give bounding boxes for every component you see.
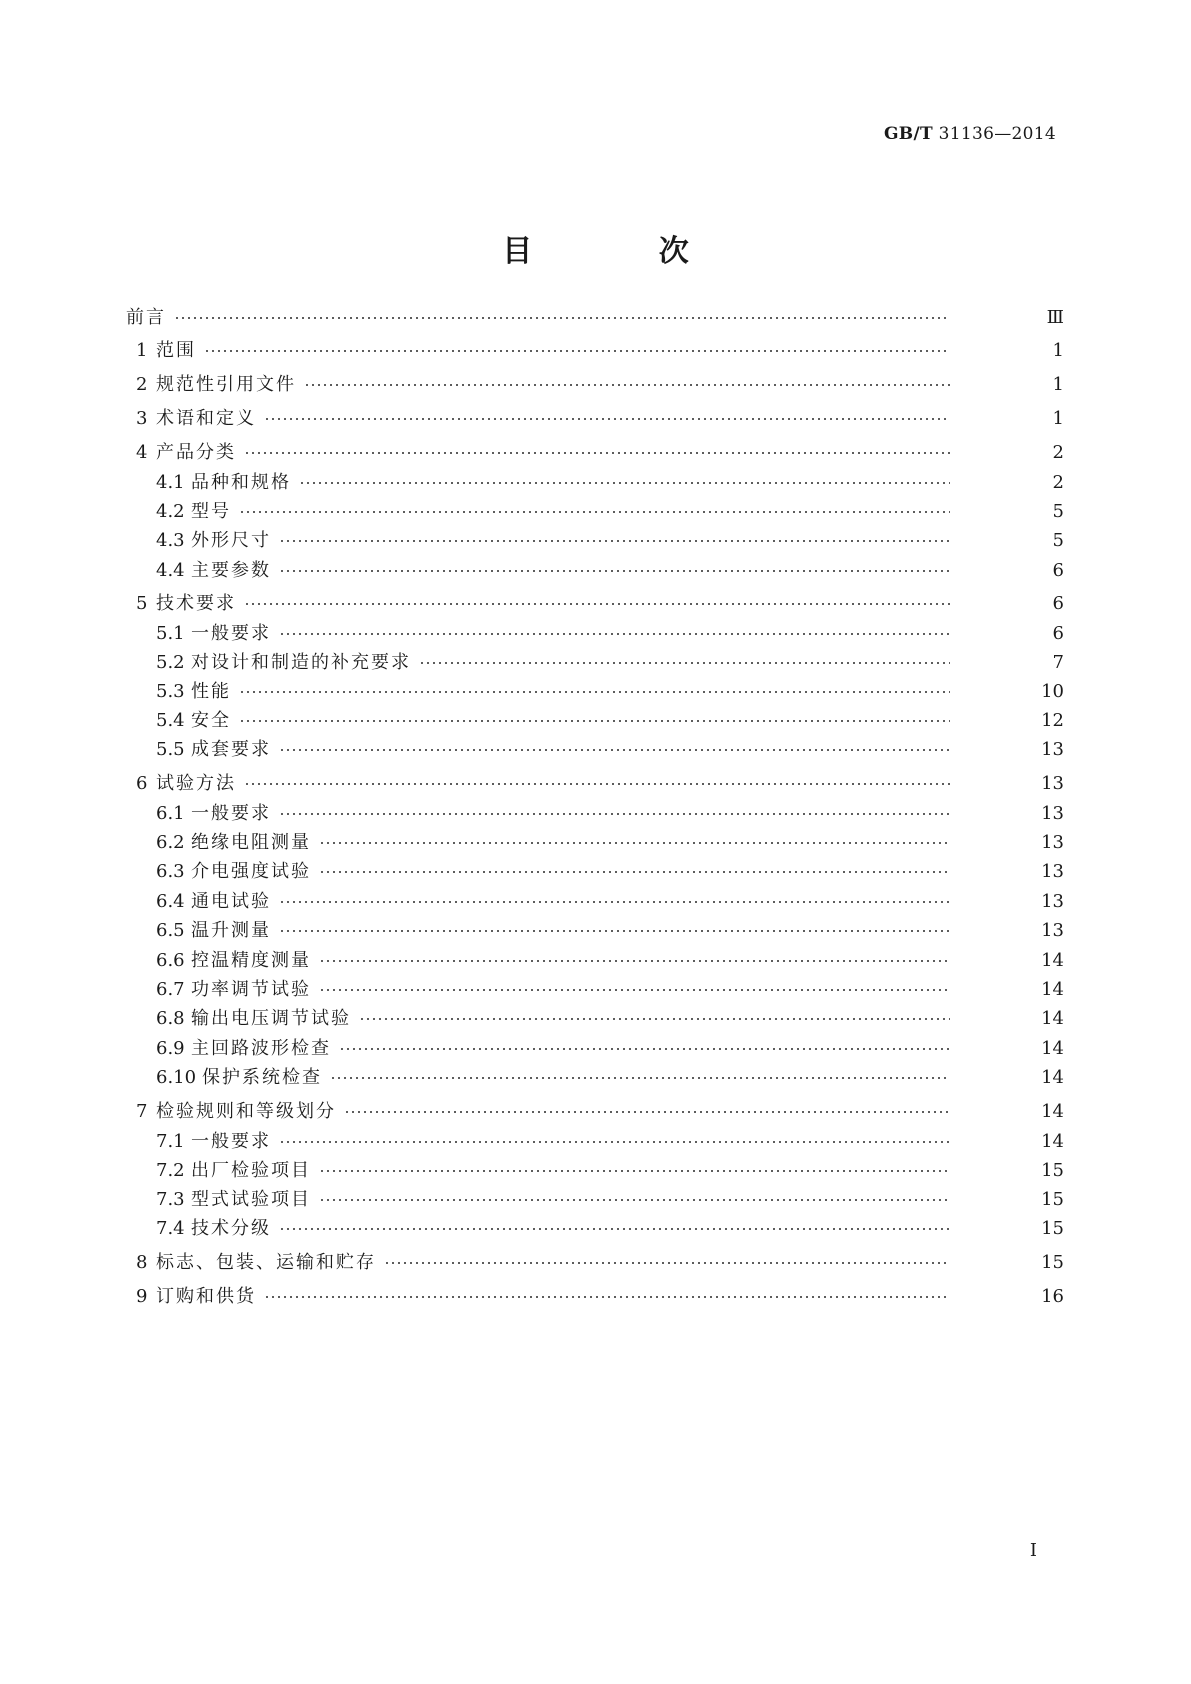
- toc-entry-page: 14: [1041, 1101, 1064, 1122]
- toc-entry-page: 14: [1041, 950, 1064, 971]
- toc-entry[interactable]: [0, 305, 1191, 331]
- toc-entry-number: 4.2: [156, 501, 185, 522]
- toc-entry-label: 成套要求: [191, 739, 271, 760]
- toc-entry-page: 15: [1041, 1189, 1064, 1210]
- toc-entry-number: 1: [136, 340, 148, 361]
- toc-leader-dots: [299, 482, 950, 484]
- document-code-prefix: GB/T: [883, 124, 933, 144]
- toc-entry-number: 2: [136, 374, 148, 395]
- toc-entry-label: 外形尺寸: [191, 530, 271, 551]
- page-title: 目 次: [502, 234, 747, 269]
- toc-entry[interactable]: [0, 372, 1191, 398]
- toc-entry-label: 控温精度测量: [191, 950, 311, 971]
- toc-entry-number: 6: [136, 773, 148, 794]
- toc-entry-page: 6: [1052, 560, 1064, 581]
- toc-entry-page: 5: [1052, 530, 1064, 551]
- toc-entry-label: 术语和定义: [156, 408, 256, 429]
- toc-leader-dots: [264, 418, 950, 420]
- toc-leader-dots: [330, 1077, 950, 1079]
- toc-leader-dots: [319, 989, 950, 991]
- toc-leader-dots: [239, 511, 950, 513]
- toc-entry-label: 型式试验项目: [191, 1189, 311, 1210]
- toc-entry-page: 15: [1041, 1218, 1064, 1239]
- toc-entry-page: 6: [1052, 593, 1064, 614]
- toc-entry[interactable]: [0, 1036, 1191, 1062]
- toc-entry-label: 一般要求: [191, 623, 271, 644]
- toc-leader-dots: [244, 783, 950, 785]
- toc-entry-label: 检验规则和等级划分: [156, 1101, 336, 1122]
- toc-entry-page: 14: [1041, 1038, 1064, 1059]
- toc-entry[interactable]: [0, 1158, 1191, 1184]
- toc-leader-dots: [264, 1296, 950, 1298]
- toc-entry-number: 4.1: [156, 472, 185, 493]
- toc-entry-number: 8: [136, 1252, 148, 1273]
- toc-entry-number: 4: [136, 442, 148, 463]
- toc-entry-page: 13: [1041, 832, 1064, 853]
- toc-entry[interactable]: [0, 1065, 1191, 1091]
- toc-entry[interactable]: [0, 1006, 1191, 1032]
- toc-entry-page: 5: [1052, 501, 1064, 522]
- toc-entry-number: 7.4: [156, 1218, 185, 1239]
- toc-leader-dots: [384, 1262, 950, 1264]
- toc-entry-number: 7.2: [156, 1160, 185, 1181]
- toc-entry-page: 7: [1052, 652, 1064, 673]
- toc-entry-number: 5.3: [156, 681, 185, 702]
- toc-entry-label: 主要参数: [191, 560, 271, 581]
- toc-entry-page: 13: [1041, 739, 1064, 760]
- toc-entry-label: 产品分类: [156, 442, 236, 463]
- toc-entry[interactable]: [0, 470, 1191, 496]
- toc-entry-page: 2: [1052, 472, 1064, 493]
- toc-entry-label: 订购和供货: [156, 1286, 256, 1307]
- toc-entry-page: 14: [1041, 1067, 1064, 1088]
- toc-entry-label: 输出电压调节试验: [191, 1008, 351, 1029]
- toc-entry-page: 12: [1041, 710, 1064, 731]
- toc-entry-label: 一般要求: [191, 803, 271, 824]
- toc-entry[interactable]: [0, 621, 1191, 647]
- toc-entry-label: 绝缘电阻测量: [191, 832, 311, 853]
- toc-leader-dots: [319, 1170, 950, 1172]
- toc-entry-page: 1: [1052, 374, 1064, 395]
- toc-leader-dots: [319, 871, 950, 873]
- toc-entry[interactable]: [0, 830, 1191, 856]
- toc-entry-label: 出厂检验项目: [191, 1160, 311, 1181]
- toc-entry-number: 6.10: [156, 1067, 197, 1088]
- toc-entry[interactable]: [0, 1129, 1191, 1155]
- toc-entry-label: 性能: [191, 681, 231, 702]
- toc-entry[interactable]: [0, 650, 1191, 676]
- toc-entry-label: 保护系统检查: [202, 1067, 322, 1088]
- toc-leader-dots: [239, 691, 950, 693]
- toc-leader-dots: [279, 540, 950, 542]
- toc-leader-dots: [279, 570, 950, 572]
- toc-entry[interactable]: [0, 889, 1191, 915]
- toc-entry[interactable]: [0, 528, 1191, 554]
- toc-entry-page: 1: [1052, 408, 1064, 429]
- toc-entry-label: 范围: [156, 340, 196, 361]
- toc-entry[interactable]: [0, 440, 1191, 466]
- toc-entry-page: 16: [1041, 1286, 1064, 1307]
- toc-entry-page: 14: [1041, 979, 1064, 1000]
- toc-entry-page: 13: [1041, 773, 1064, 794]
- toc-entry[interactable]: [0, 679, 1191, 705]
- toc-entry-label: 技术分级: [191, 1218, 271, 1239]
- toc-entry[interactable]: [0, 948, 1191, 974]
- toc-entry-number: 4.3: [156, 530, 185, 551]
- toc-leader-dots: [319, 1199, 950, 1201]
- toc-entry-number: 6.8: [156, 1008, 185, 1029]
- toc-entry-page: 13: [1041, 920, 1064, 941]
- toc-entry-label: 温升测量: [191, 920, 271, 941]
- toc-entry-label: 品种和规格: [191, 472, 291, 493]
- toc-entry-number: 6.1: [156, 803, 185, 824]
- toc-leader-dots: [304, 384, 950, 386]
- toc-entry-label: 前言: [126, 307, 166, 328]
- toc-leader-dots: [279, 749, 950, 751]
- page-number: I: [1029, 1540, 1037, 1561]
- toc-entry[interactable]: [0, 859, 1191, 885]
- toc-entry-number: 7.1: [156, 1131, 185, 1152]
- toc-entry-label: 型号: [191, 501, 231, 522]
- toc-entry-number: 7: [136, 1101, 148, 1122]
- toc-leader-dots: [319, 842, 950, 844]
- toc-entry-label: 技术要求: [156, 593, 236, 614]
- toc-entry-number: 6.7: [156, 979, 185, 1000]
- toc-entry-label: 规范性引用文件: [156, 374, 296, 395]
- toc-leader-dots: [279, 1141, 950, 1143]
- toc-leader-dots: [244, 452, 950, 454]
- toc-entry-number: 6.6: [156, 950, 185, 971]
- toc-entry[interactable]: [0, 708, 1191, 734]
- toc-entry-page: 14: [1041, 1131, 1064, 1152]
- toc-entry-label: 主回路波形检查: [191, 1038, 331, 1059]
- toc-leader-dots: [319, 960, 950, 962]
- toc-leader-dots: [244, 603, 950, 605]
- toc-entry-number: 6.5: [156, 920, 185, 941]
- toc-leader-dots: [419, 662, 950, 664]
- toc-entry-label: 标志、包装、运输和贮存: [156, 1252, 376, 1273]
- toc-entry[interactable]: [0, 801, 1191, 827]
- toc-entry-label: 通电试验: [191, 891, 271, 912]
- toc-entry-label: 功率调节试验: [191, 979, 311, 1000]
- toc-entry[interactable]: [0, 338, 1191, 364]
- toc-entry-label: 介电强度试验: [191, 861, 311, 882]
- toc-entry[interactable]: [0, 771, 1191, 797]
- toc-entry-label: 一般要求: [191, 1131, 271, 1152]
- toc-entry-page: 10: [1041, 681, 1064, 702]
- toc-entry-label: 安全: [191, 710, 231, 731]
- toc-leader-dots: [339, 1048, 950, 1050]
- toc-entry-page: 15: [1041, 1160, 1064, 1181]
- toc-entry-number: 5.1: [156, 623, 185, 644]
- toc-entry-number: 9: [136, 1286, 148, 1307]
- toc-entry-number: 5.4: [156, 710, 185, 731]
- toc-leader-dots: [279, 1228, 950, 1230]
- toc-entry[interactable]: [0, 406, 1191, 432]
- toc-entry-page: 14: [1041, 1008, 1064, 1029]
- toc-entry-label: 试验方法: [156, 773, 236, 794]
- toc-entry[interactable]: [0, 1216, 1191, 1242]
- toc-entry-label: 对设计和制造的补充要求: [191, 652, 411, 673]
- toc-entry[interactable]: [0, 499, 1191, 525]
- toc-entry[interactable]: [0, 591, 1191, 617]
- toc-leader-dots: [204, 350, 950, 352]
- toc-entry[interactable]: [0, 918, 1191, 944]
- toc-entry-number: 4.4: [156, 560, 185, 581]
- toc-entry-page: 13: [1041, 861, 1064, 882]
- toc-entry[interactable]: [0, 1250, 1191, 1276]
- toc-leader-dots: [279, 633, 950, 635]
- toc-leader-dots: [344, 1111, 950, 1113]
- toc-leader-dots: [174, 317, 950, 319]
- toc-entry-number: 5.2: [156, 652, 185, 673]
- toc-leader-dots: [239, 720, 950, 722]
- toc-leader-dots: [279, 930, 950, 932]
- toc-entry-page: 15: [1041, 1252, 1064, 1273]
- toc-entry-number: 6.9: [156, 1038, 185, 1059]
- toc-entry[interactable]: [0, 1187, 1191, 1213]
- toc-entry-number: 3: [136, 408, 148, 429]
- toc-entry[interactable]: [0, 977, 1191, 1003]
- toc-entry-page: 2: [1052, 442, 1064, 463]
- toc-entry-page: 1: [1052, 340, 1064, 361]
- toc-entry[interactable]: [0, 737, 1191, 763]
- toc-entry-number: 6.3: [156, 861, 185, 882]
- toc-entry-number: 6.4: [156, 891, 185, 912]
- toc-entry[interactable]: [0, 558, 1191, 584]
- toc-entry[interactable]: [0, 1284, 1191, 1310]
- document-code-number: 31136—2014: [938, 124, 1056, 144]
- toc-leader-dots: [279, 901, 950, 903]
- toc-entry-number: 6.2: [156, 832, 185, 853]
- toc-leader-dots: [359, 1018, 950, 1020]
- toc-entry-number: 5: [136, 593, 148, 614]
- toc-entry-number: 7.3: [156, 1189, 185, 1210]
- toc-entry-number: 5.5: [156, 739, 185, 760]
- toc-entry-page: 13: [1041, 803, 1064, 824]
- toc-leader-dots: [279, 813, 950, 815]
- toc-entry[interactable]: [0, 1099, 1191, 1125]
- toc-entry-page: 13: [1041, 891, 1064, 912]
- toc-entry-page: Ⅲ: [1046, 307, 1064, 328]
- toc-entry-page: 6: [1052, 623, 1064, 644]
